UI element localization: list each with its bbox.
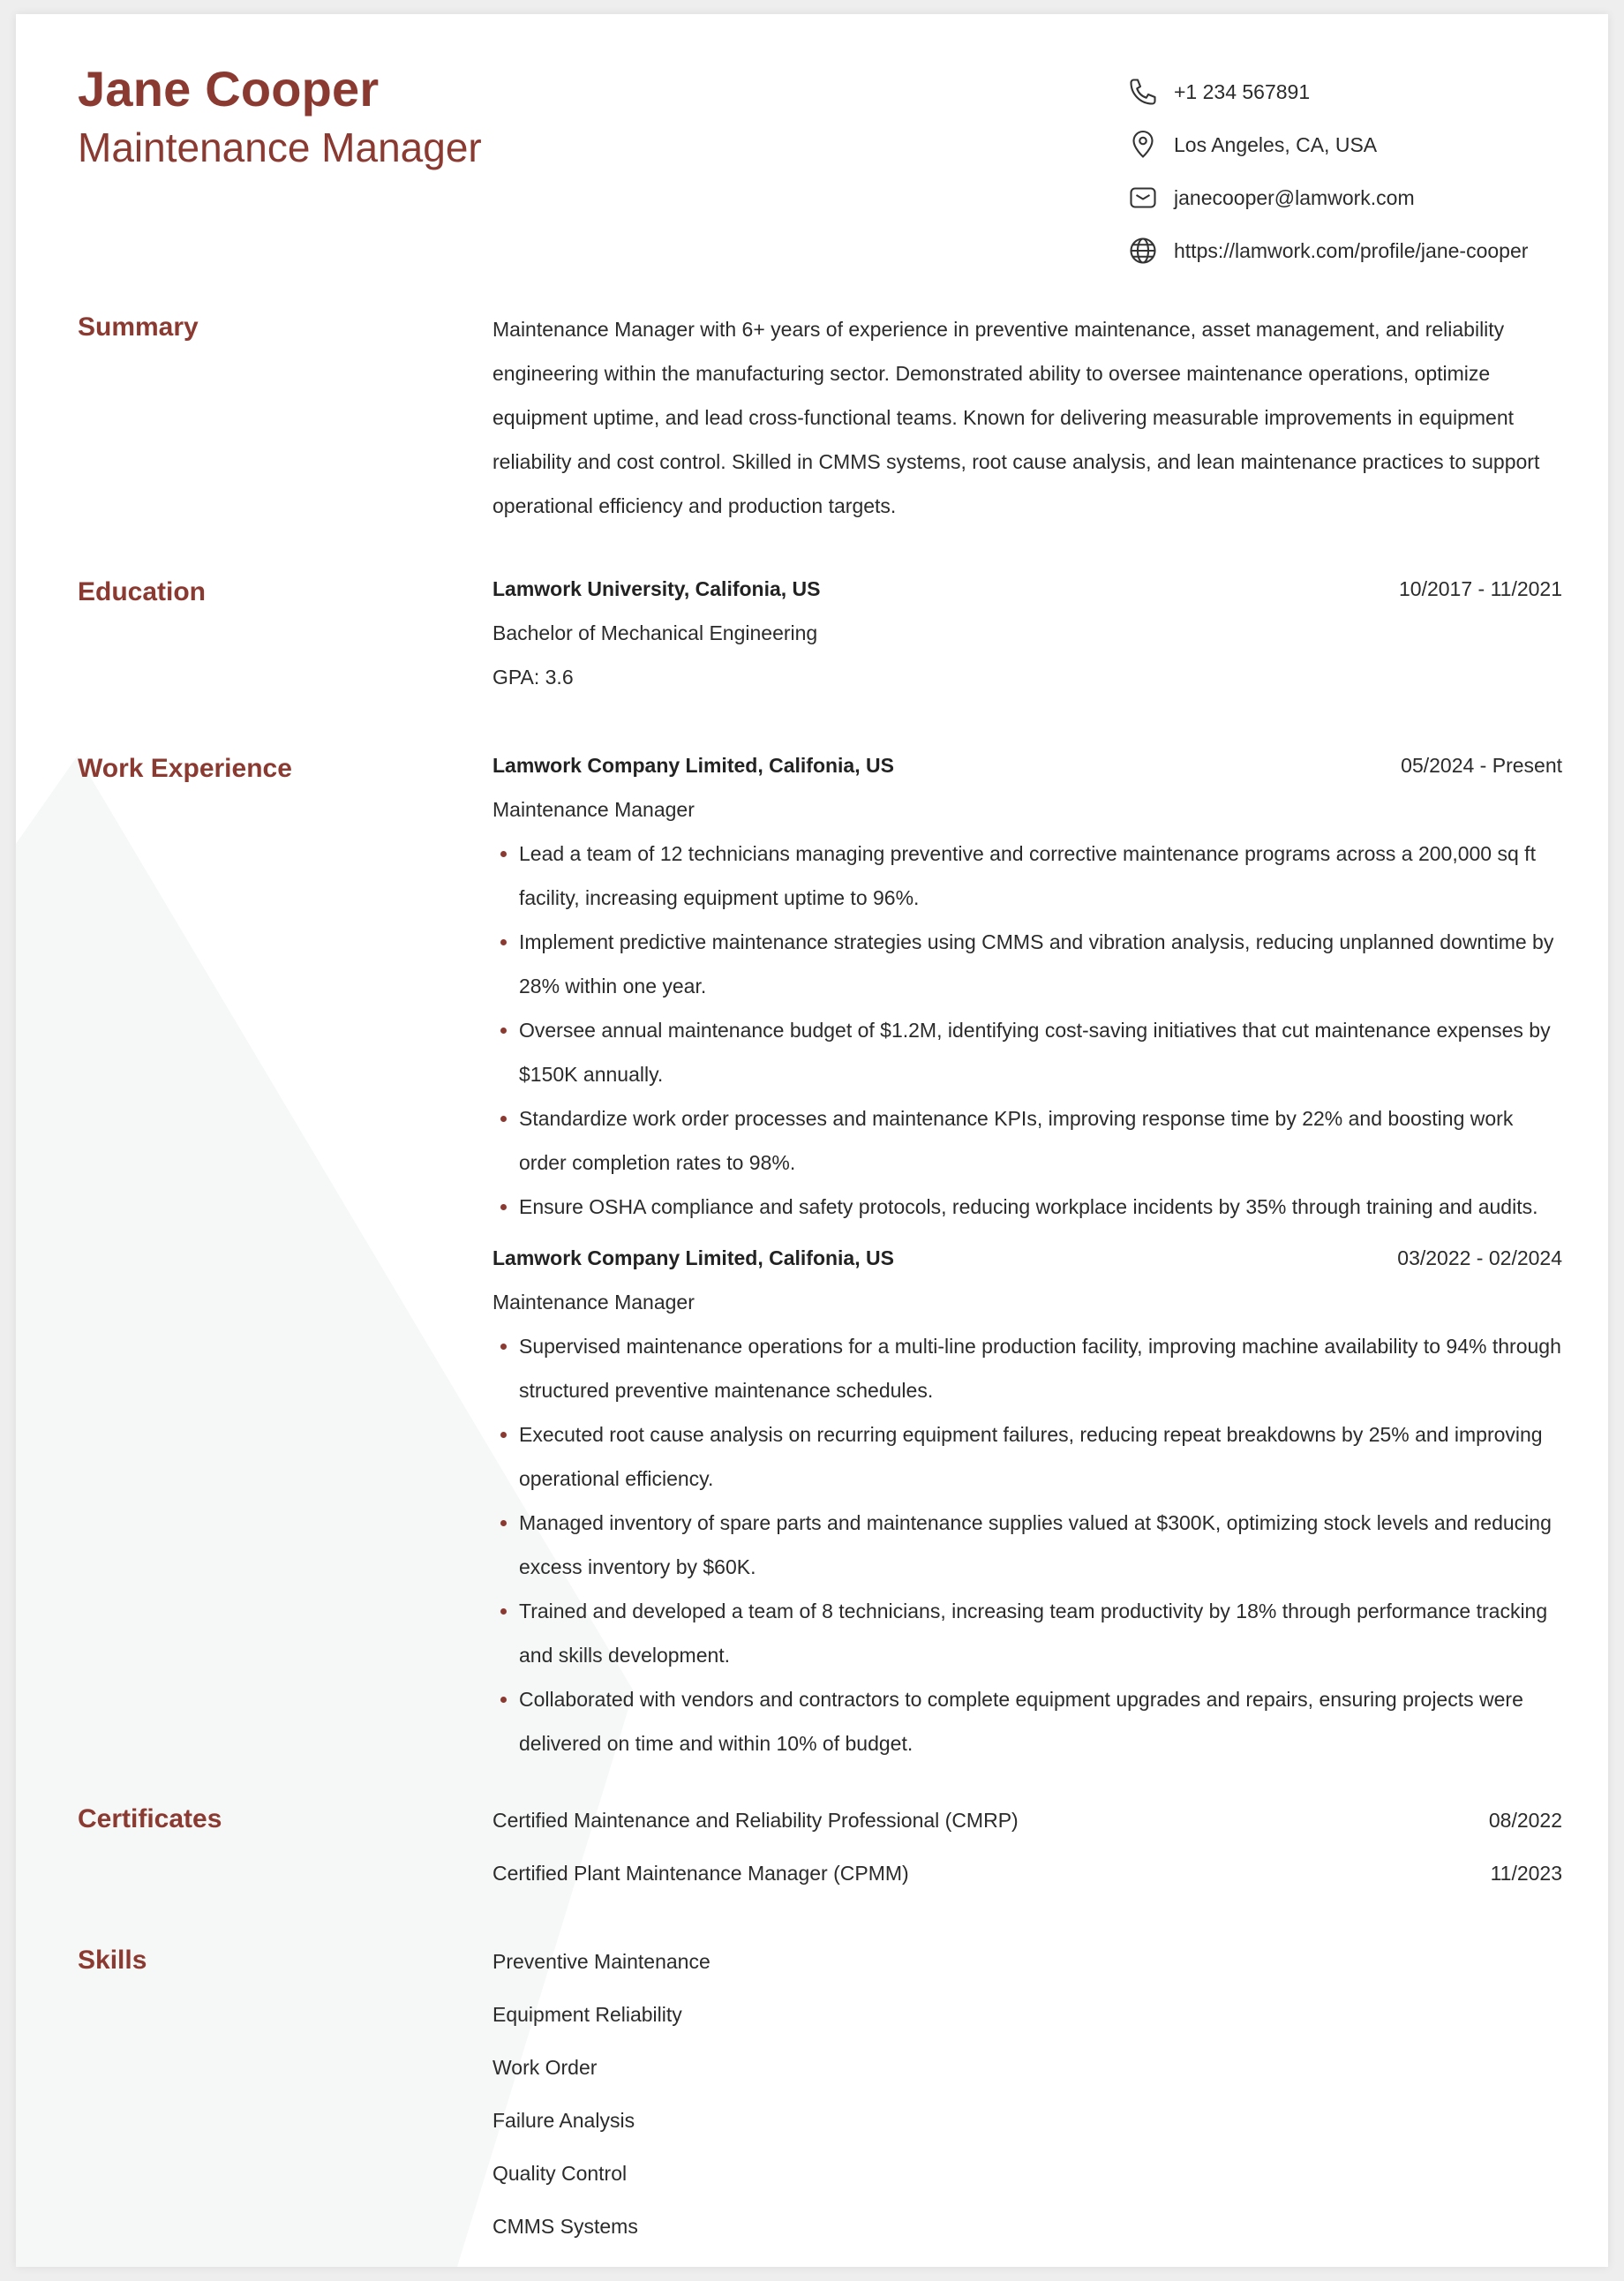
section-title-work-experience: Work Experience [78, 754, 292, 783]
mail-icon [1126, 181, 1160, 215]
section-title-skills: Skills [78, 1946, 147, 1975]
skill-item: Failure Analysis [492, 2108, 635, 2132]
resume-header [78, 48, 1578, 277]
certificate-name: Certified Plant Maintenance Manager (CPMM) [492, 1861, 909, 1885]
school-name: Lamwork University, Califonia, US [492, 576, 821, 600]
job-header [492, 1236, 1562, 1280]
contact-location [1126, 118, 1585, 171]
job-dates: 05/2024 - Present [1401, 753, 1562, 777]
contact-website-text[interactable]: https://lamwork.com/profile/jane-cooper [1174, 238, 1529, 262]
achievement-item: Managed inventory of spare parts and maintenance supplies valued at $300K, optimizing stock levels and reducing excess inventory by $60K. [492, 1501, 1562, 1589]
resume-page [16, 14, 1608, 2267]
job-achievements [492, 832, 1562, 1229]
achievement-item: Ensure OSHA compliance and safety protocols, reducing workplace incidents by 35% through training and audits. [492, 1185, 1562, 1229]
contact-website [1126, 224, 1585, 277]
degree: Bachelor of Mechanical Engineering [492, 621, 818, 644]
skill-item: Equipment Reliability [492, 2002, 682, 2026]
achievement-item: Oversee annual maintenance budget of $1.2M, identifying cost-saving initiatives that cut maintenance expenses by $150K annually. [492, 1008, 1562, 1096]
contact-location-text: Los Angeles, CA, USA [1174, 132, 1378, 156]
skill-item: Work Order [492, 2055, 598, 2079]
achievement-item: Standardize work order processes and maintenance KPIs, improving response time by 22% and boosting work order completion rates to 98%. [492, 1096, 1562, 1185]
job-entry [492, 743, 1562, 1229]
skill-item: CMMS Systems [492, 2214, 638, 2238]
job-header [492, 743, 1562, 787]
achievement-item: Lead a team of 12 technicians managing preventive and corrective maintenance programs across a 200,000 sq ft facility, increasing equipment uptime to 96%. [492, 832, 1562, 920]
phone-icon [1126, 75, 1160, 109]
certificate-item [492, 1847, 1562, 1900]
achievement-item: Supervised maintenance operations for a multi-line production facility, improving machine availability to 94% through structured preventive maintenance schedules. [492, 1324, 1562, 1412]
summary-text: Maintenance Manager with 6+ years of experience in preventive maintenance, asset management, and reliability engineering within the manufacturing sector. Demonstrated ability to oversee maintenance operations, optimize equipment uptime, and lead cross-functional teams. Known for delivering measurable improvements in equipment reliability and cost control. Skilled in CMMS systems, root cause analysis, and lean maintenance practices to support operational efficiency and production targets. [492, 318, 1540, 517]
education-entry-header [492, 567, 1562, 611]
certificate-date: 11/2023 [1490, 1861, 1562, 1885]
contact-email [1126, 171, 1585, 224]
location-pin-icon [1126, 128, 1160, 162]
achievement-item: Implement predictive maintenance strategies using CMMS and vibration analysis, reducing unplanned downtime by 28% within one year. [492, 920, 1562, 1008]
contact-list [1126, 65, 1585, 277]
contact-email-text[interactable]: janecooper@lamwork.com [1174, 185, 1415, 209]
education-dates: 10/2017 - 11/2021 [1398, 576, 1562, 600]
achievement-item: Collaborated with vendors and contractors to complete equipment upgrades and repairs, ensuring projects were delivered on time and within 10% of budget. [492, 1677, 1562, 1765]
skill-item: Quality Control [492, 2161, 628, 2185]
certificate-name: Certified Maintenance and Reliability Professional (CMRP) [492, 1808, 1019, 1832]
candidate-title: Maintenance Manager [78, 124, 482, 170]
job-role: Maintenance Manager [492, 798, 695, 821]
candidate-name: Jane Cooper [78, 61, 380, 117]
job-role: Maintenance Manager [492, 1291, 695, 1314]
achievement-item: Trained and developed a team of 8 technicians, increasing team productivity by 18% through performance tracking and skills development. [492, 1589, 1562, 1677]
section-title-summary: Summary [78, 312, 199, 342]
gpa: GPA: 3.6 [492, 666, 574, 689]
company-name: Lamwork Company Limited, Califonia, US [492, 1246, 894, 1269]
job-achievements [492, 1324, 1562, 1765]
certificate-item [492, 1794, 1562, 1847]
company-name: Lamwork Company Limited, Califonia, US [492, 753, 894, 777]
globe-icon [1126, 234, 1160, 267]
skill-item: Preventive Maintenance [492, 1949, 710, 1973]
section-title-certificates: Certificates [78, 1804, 222, 1833]
job-entry [492, 1236, 1562, 1765]
certificate-date: 08/2022 [1488, 1808, 1562, 1832]
achievement-item: Executed root cause analysis on recurring equipment failures, reducing repeat breakdowns by 25% and improving operational efficiency. [492, 1412, 1562, 1501]
job-dates: 03/2022 - 02/2024 [1397, 1246, 1562, 1269]
contact-phone-text[interactable]: +1 234 567891 [1174, 79, 1311, 103]
section-title-education: Education [78, 577, 207, 606]
contact-phone [1126, 65, 1585, 118]
